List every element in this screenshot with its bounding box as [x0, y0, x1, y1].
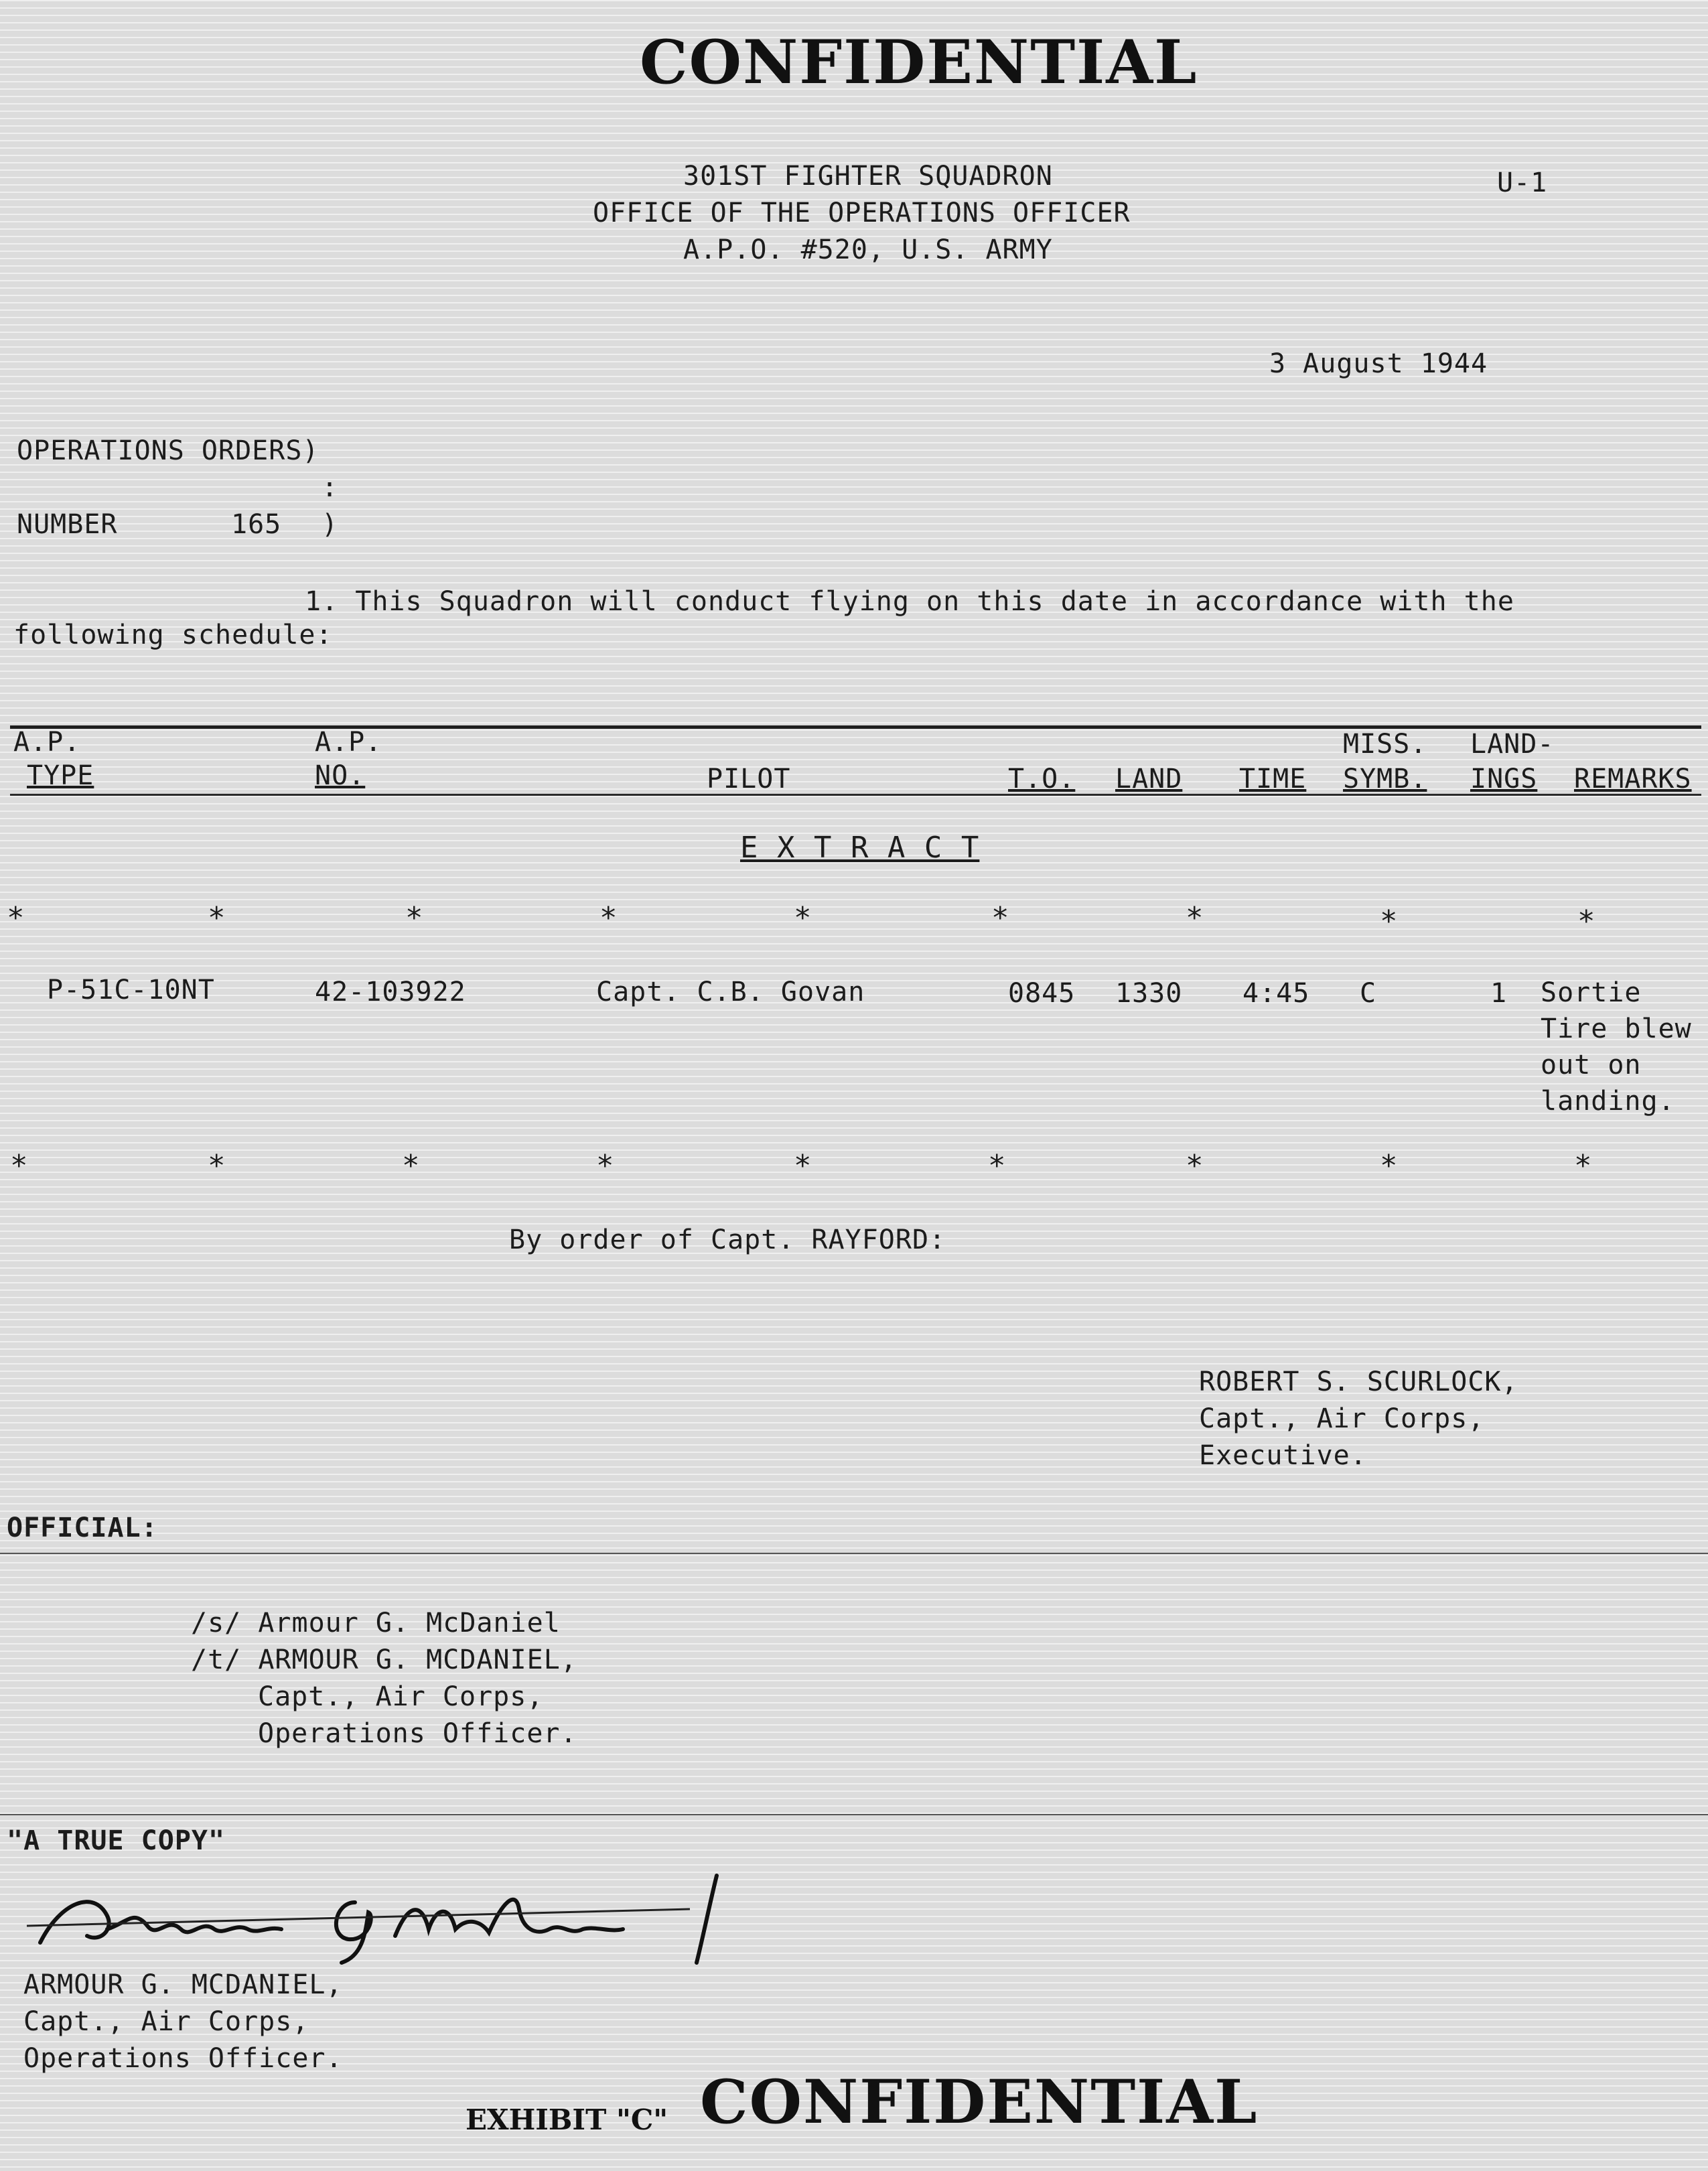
handwritten-signature [20, 1862, 730, 1969]
star-separator: * [1380, 1149, 1398, 1183]
orders-paren: ) [322, 509, 339, 540]
row-remarks: Sortie Tire blew out on landing. [1541, 977, 1692, 1117]
table-top-rule [10, 725, 1701, 729]
star-separator: * [1574, 1149, 1592, 1183]
true-copy-title: Operations Officer. [23, 2043, 343, 2074]
official-signed: /s/ Armour G. McDaniel [191, 1608, 561, 1638]
header-land: LAND [1115, 764, 1183, 794]
header-ap-no-1: A.P. [315, 727, 382, 758]
header-ap-no-2: NO. [315, 760, 366, 791]
official-typed: /t/ ARMOUR G. MCDANIEL, [191, 1644, 577, 1675]
apo-address: A.P.O. #520, U.S. ARMY [683, 234, 1053, 265]
paragraph-line-1: 1. This Squadron will conduct flying on this date in accordance with the [305, 586, 1514, 617]
star-separator: * [10, 1149, 28, 1183]
header-miss-2: SYMB. [1343, 764, 1427, 794]
star-separator: * [794, 901, 812, 935]
header-ap-type-2: TYPE [27, 760, 94, 791]
star-separator: * [1577, 904, 1595, 938]
row-miss-symb: C [1360, 978, 1377, 1009]
orders-number: 165 [231, 509, 282, 540]
confidential-stamp-top: CONFIDENTIAL [640, 27, 1198, 98]
star-separator: * [596, 1149, 614, 1183]
office-name: OFFICE OF THE OPERATIONS OFFICER [593, 198, 1131, 228]
star-separator: * [7, 901, 25, 935]
star-separator: * [991, 901, 1009, 935]
executive-rank: Capt., Air Corps, [1199, 1403, 1485, 1434]
star-separator: * [1186, 1149, 1204, 1183]
star-separator: * [988, 1149, 1006, 1183]
star-separator: * [1186, 901, 1204, 935]
orders-colon: : [322, 472, 339, 503]
true-copy-rank: Capt., Air Corps, [23, 2006, 309, 2037]
exhibit-label: EXHIBIT "C" [466, 2103, 668, 2136]
header-time: TIME [1239, 764, 1307, 794]
true-copy-name: ARMOUR G. MCDANIEL, [23, 1969, 343, 2000]
star-separator: * [794, 1149, 812, 1183]
header-remarks: REMARKS [1574, 764, 1692, 794]
row-land: 1330 [1115, 978, 1183, 1009]
row-pilot: Capt. C.B. Govan [596, 977, 865, 1007]
executive-name: ROBERT S. SCURLOCK, [1199, 1367, 1518, 1397]
star-separator: * [208, 901, 226, 935]
row-to: 0845 [1008, 978, 1076, 1009]
star-separator: * [599, 901, 618, 935]
header-landings-1: LAND- [1470, 729, 1555, 760]
header-pilot: PILOT [707, 764, 791, 794]
official-rule [0, 1553, 1708, 1554]
star-separator: * [402, 1149, 420, 1183]
unit-name: 301ST FIGHTER SQUADRON [683, 161, 1053, 192]
separator-rule [0, 1814, 1708, 1815]
row-landings: 1 [1490, 978, 1508, 1009]
header-ap-type-1: A.P. [13, 727, 81, 758]
row-time: 4:45 [1242, 978, 1310, 1009]
confidential-stamp-bottom: CONFIDENTIAL [700, 2067, 1259, 2138]
row-ap-type: P-51C-10NT [47, 975, 215, 1005]
document-date: 3 August 1944 [1269, 348, 1488, 379]
document-ref: U-1 [1497, 167, 1548, 198]
star-separator: * [208, 1149, 226, 1183]
official-rank: Capt., Air Corps, [258, 1681, 544, 1712]
orders-number-label: NUMBER [17, 509, 118, 540]
table-header-rule [10, 794, 1701, 796]
orders-label: OPERATIONS ORDERS) [17, 435, 319, 466]
paragraph-line-2: following schedule: [13, 620, 333, 650]
star-separator: * [1380, 904, 1398, 938]
true-copy-label: "A TRUE COPY" [7, 1825, 226, 1856]
by-order-line: By order of Capt. RAYFORD: [509, 1224, 946, 1255]
star-separator: * [405, 901, 423, 935]
row-ap-no: 42-103922 [315, 977, 466, 1007]
executive-title: Executive. [1199, 1440, 1367, 1471]
extract-label: E X T R A C T [740, 831, 980, 865]
official-title: Operations Officer. [258, 1718, 577, 1749]
header-landings-2: INGS [1470, 764, 1538, 794]
header-to: T.O. [1008, 764, 1076, 794]
header-miss-1: MISS. [1343, 729, 1427, 760]
official-label: OFFICIAL: [7, 1513, 158, 1543]
